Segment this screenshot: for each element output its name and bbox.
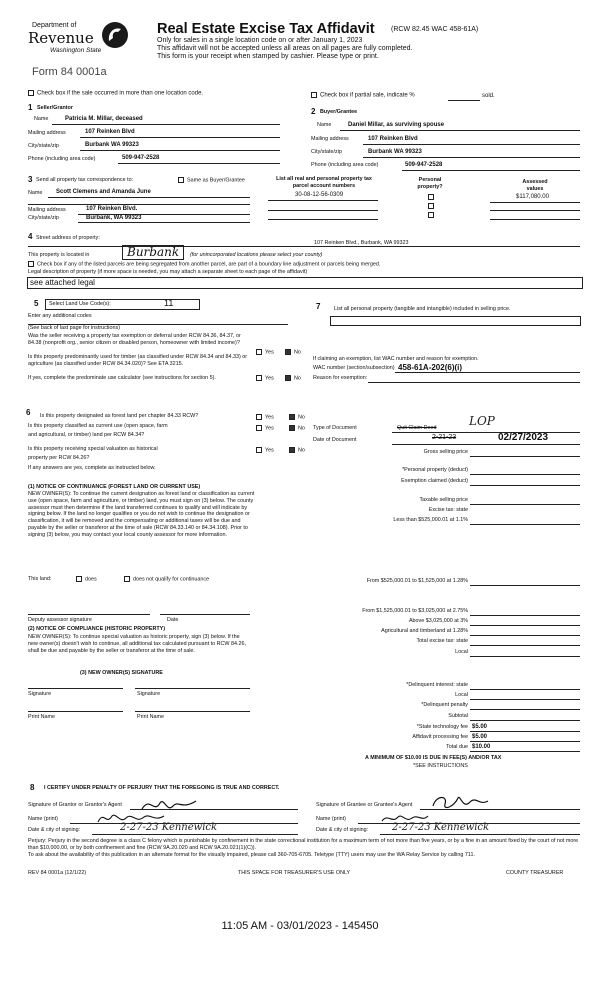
grantee-signature-label: Signature of Grantee or Grantee's Agent [316,802,413,808]
subtotal-label: Subtotal [448,713,468,719]
historic-no-option[interactable]: No [289,447,305,454]
wac-label: WAC number (section/subsection) [313,365,395,371]
grantor-date-line[interactable] [92,834,298,835]
section-5-question-2: Is this property predominantly used for timber (as classified under RCW 84.34 and 84.33) or agriculture (as classified under RCW 84.34.020)? See ETA 3215. [28,354,248,367]
personal-header-2: property? [417,184,443,190]
deputy-signature-label: Deputy assessor signature [28,617,92,623]
buyer-name-label: Name [317,122,332,128]
personal-property-input[interactable] [330,316,581,326]
new-owner-signature-label-1: Signature [28,691,52,697]
seller-name-field[interactable]: Patricia M. Millar, deceased [65,116,143,122]
personal-property-checkbox-2[interactable] [428,203,434,209]
document-date-label: Date of Document [313,437,357,443]
tech-fee-label: *State technology fee [416,724,468,730]
current-use-no-option[interactable]: No [289,425,305,432]
section-6-instruction: If any answers are yes, complete as instructed below. [28,465,156,471]
tier-3-input[interactable] [470,615,580,616]
section-6-question-3b: property per RCW 84.26? [28,455,90,461]
checkbox-icon [311,92,317,98]
parcel-number-field[interactable]: 30-08-12-56-0309 [295,192,344,198]
checkbox-icon [28,261,34,267]
section-1-number: 1 [28,103,33,112]
grantor-date-handwritten: 2-27-23 Kennewick [120,822,218,833]
form-number: Form 84 0001a [32,66,107,78]
see-back-note: (See back of last page for instructions) [28,325,120,331]
grantor-date-label: Date & city of signing: [28,827,81,833]
processing-fee-label: Affidavit processing fee [412,734,468,740]
notice-1-body: NEW OWNER(S): To continue the current designation as forest land or classification as current use (open space, farm and agriculture, or timber) land, you must sign on (3) below. The county assessor must then determine if the land transferred continues to qualify and will indicate by signing below. If the land no longer qualifies or you do not wish to continue the designation or classification, it will be removed and the compensating or additional taxes will be due and payable by the seller or transferor at the time of sale (RCW 84.33.140 or 84.34.108). Prior to signing (3) below, you may contact your local county assessor for more information. [28,491,255,538]
seller-city-field[interactable]: Burbank WA 99323 [85,142,139,148]
tier-2-label: From $525,000.01 to $1,525,000 at 1.28% [366,578,468,584]
revision-number: REV 84 0001a (12/1/22) [28,870,87,876]
historic-yes-option[interactable]: Yes [256,447,274,454]
reason-input[interactable] [368,382,580,383]
document-type-field[interactable]: Quit Claim Deed [397,425,437,431]
buyer-phone-label: Phone (including area code) [311,162,379,168]
personal-property-label: List all personal property (tangible and intangible) included in selling price. [334,306,511,312]
header-note-1: Only for sales in a single location code on or after January 1, 2023 [157,37,363,44]
grantee-date-handwritten: 2-27-23 Kennewick [392,822,490,833]
delinquent-interest-state-label: *Delinquent interest: state [406,682,468,688]
notice-2-title: (2) NOTICE OF COMPLIANCE (HISTORIC PROPERTY) [28,626,166,632]
seller-phone-label: Phone (including area code) [28,156,96,162]
buyer-mailing-field[interactable]: 107 Reinken Blvd [368,136,418,142]
delinquent-interest-local-label: Local [455,692,468,698]
processing-fee-value: $5.00 [472,734,488,740]
tier-3-label: From $1,525,000.01 to $3,025,000 at 2.75% [362,608,468,614]
tier-1-input[interactable] [470,524,580,525]
county-treasurer-label: COUNTY TREASURER [506,870,564,876]
taxable-selling-price-label: Taxable selling price [419,497,468,503]
total-excise-state-input[interactable] [470,645,580,646]
personal-property-checkbox-3[interactable] [428,212,434,218]
parcel-header-1: List all real and personal property tax [276,176,372,182]
exemption-deduct-label: Exemption claimed (deduct) [401,478,468,484]
land-use-label: Select Land Use Code(s): [49,301,111,307]
partial-sale-check[interactable]: Check box if partial sale, indicate % [311,92,415,100]
section-4-number: 4 [28,232,33,241]
document-type-handwritten-note: LOP [469,414,495,428]
current-use-yes-option[interactable]: Yes [256,425,274,432]
checkbox-icon [178,177,184,183]
legal-description-label: Legal description of property (if more space is needed, you may attach a separate sheet to each page of the affidavit) [28,269,308,275]
personal-property-deduct-label: *Personal property (deduct) [402,467,468,473]
tier-4-input[interactable] [470,625,580,626]
dept-line1: Department of [32,22,77,29]
personal-header-1: Personal [418,177,442,183]
header-note-3: This form is your receipt when stamped by cashier. Please type or print. [157,53,379,60]
receipt-stamp: 11:05 AM - 03/01/2023 - 145450 [221,920,379,932]
tier-4-label: Above $3,025,000 at 3% [408,618,468,624]
grantee-date-label: Date & city of signing: [316,827,369,833]
new-owner-signature-label-2: Signature [137,691,161,697]
buyer-heading: Buyer/Grantee [320,109,358,115]
partial-sale-suffix: sold. [482,93,495,99]
q1-no-option[interactable]: No [285,349,301,356]
located-note: (for unincorporated locations please select your county) [190,252,323,258]
total-due-value: $10.00 [472,744,491,750]
delinquent-penalty-input[interactable] [470,709,580,710]
section-5-question-3: If yes, complete the predominate use calculator (see instructions for section 5). [28,375,216,381]
dept-line3: Washington State [50,47,102,54]
total-due-label: Total due [446,744,468,750]
q2-yes-option[interactable]: Yes [256,375,274,382]
dept-line2: Revenue [28,29,94,47]
exemption-label: If claiming an exemption, list WAC number and reason for exemption. [313,356,479,362]
exemption-deduct-input[interactable] [470,485,580,486]
dor-logo-mark [100,20,130,50]
grantee-signature-icon [430,792,490,814]
perjury-notice: Perjury: Perjury in the second degree is a class C felony which is punishable by confinement in the state correctional institution for a maximum term of not more than five years, or by a fine in an amount fixed by the court of not more than $10,000.00, or by both confinement and fine (RCW 9A.20.020 and RCW 9A.20.021(1)(C)). [28,838,579,851]
forest-yes-option[interactable]: Yes [256,414,274,421]
new-owner-print-name-1: Print Name [28,714,55,720]
rcw-reference: (RCW 82.45 WAC 458-61A) [391,26,479,33]
land-does-option[interactable]: does [76,576,97,583]
this-land-label: This land: [28,576,52,582]
notice-3-title: (3) NEW OWNER(S) SIGNATURE [80,670,163,676]
q1-yes-option[interactable]: Yes [256,349,274,356]
see-instructions-note: *SEE INSTRUCTIONS [413,763,468,769]
tech-fee-value: $5.00 [472,724,488,730]
seller-name-label: Name [34,116,49,122]
corr-city-field[interactable]: Burbank, WA 99323 [86,215,142,221]
multi-location-check[interactable]: Check box if the sale occurred in more than one location code. [28,90,203,98]
seller-heading: Seller/Grantor [37,105,73,111]
treasurer-space-note: THIS SPACE FOR TREASURER'S USE ONLY [238,870,351,876]
grantee-date-line[interactable] [380,834,580,835]
personal-property-checkbox-1[interactable] [428,194,434,200]
seller-mailing-field[interactable]: 107 Reinken Blvd [85,129,135,135]
tier-2-input[interactable] [470,585,580,586]
corr-name-field[interactable]: Scott Clemens and Amanda June [56,189,151,195]
corr-name-label: Name [28,190,43,196]
form-title: Real Estate Excise Tax Affidavit [157,21,375,37]
delinquent-penalty-label: *Delinquent penalty [421,702,468,708]
legal-description-field[interactable]: see attached legal [27,277,583,289]
grantor-signature-label: Signature of Grantor or Grantor's Agent [28,802,122,808]
land-use-select[interactable] [45,299,200,310]
minimum-fee-note: A MINIMUM OF $10.00 IS DUE IN FEE(S) AND/OR TAX [365,755,502,761]
personal-property-deduct-input[interactable] [470,474,580,475]
assessed-header-2: values [526,186,544,192]
section-5-question-1: Was the seller receiving a property tax exemption or deferral under RCW 84.36, 84.37, or 84.38 (nonprofit org., senior citizen or disabled person, homeowner with limited income)? [28,333,241,346]
grantor-name-label: Name (print) [28,816,58,822]
section-6-question-1: Is this property designated as forest land per chapter 84.33 RCW? [40,413,199,419]
segregated-check[interactable]: Check box if any of the listed parcels are being segregated from another parcel, are part of a boundary line adjustment or parcels being merged. [28,261,380,268]
buyer-phone-field[interactable]: 509-947-2528 [405,162,443,168]
buyer-city-field[interactable]: Burbank WA 99323 [368,149,422,155]
q2-no-option[interactable]: No [285,375,301,382]
buyer-city-label: City/state/zip [311,149,342,155]
deputy-date-label: Date [167,617,179,623]
total-excise-state-label: Total excise tax: state [416,638,468,644]
street-address-field[interactable]: 107 Reinken Blvd., Burbank, WA 99323 [314,240,409,246]
seller-mailing-label: Mailing address [28,130,66,136]
grantee-name-label: Name (print) [316,816,346,822]
section-8-number: 8 [30,783,35,792]
wac-number-field[interactable]: 458-61A-202(6)(i) [398,363,463,372]
land-does-not-option[interactable]: does not qualify for continuance [124,576,209,583]
gross-selling-price-input[interactable] [470,456,580,457]
buyer-name-field[interactable]: Daniel Millar, as surviving spouse [348,122,445,128]
tier-5-input[interactable] [470,635,580,636]
corr-city-label: City/state/zip [28,215,59,221]
seller-phone-field[interactable]: 509-947-2528 [122,155,160,161]
delinquent-interest-local-input[interactable] [470,699,580,700]
excise-tax-state-label: Excise tax: state [428,507,468,513]
certify-statement: I CERTIFY UNDER PENALTY OF PERJURY THAT THE FOREGOING IS TRUE AND CORRECT. [44,785,280,791]
subtotal-input[interactable] [470,720,580,721]
same-as-buyer-check[interactable]: Same as Buyer/Grantee [178,177,245,184]
land-use-value: 11 [164,298,174,308]
corr-mailing-label: Mailing address [28,207,66,213]
document-date-struck: 2-21-23 [432,434,457,441]
located-in-label: This property is located in [28,252,90,258]
section-7-number: 7 [316,302,321,311]
buyer-mailing-label: Mailing address [311,136,349,142]
section-3-number: 3 [28,175,33,184]
location-select[interactable]: Burbank [122,245,184,260]
tier-1-label: Less than $525,000.01 at 1.1% [393,517,468,523]
section-2-number: 2 [311,107,316,116]
checkbox-icon [28,90,34,96]
section-5-number: 5 [34,299,39,308]
tier-5-label: Agricultural and timberland at 1.28% [381,628,468,634]
dor-logo [28,18,133,62]
partial-sale-percent-input[interactable] [448,100,480,101]
assessed-header-1: Assessed [522,179,548,185]
document-date-field[interactable]: 02/27/2023 [498,432,549,443]
notice-1-title: (1) NOTICE OF CONTINUANCE (FOREST LAND OR CURRENT USE) [28,484,201,490]
header-note-2: This affidavit will not be accepted unless all areas on all pages are fully completed. [157,45,413,52]
correspondence-label: Send all property tax correspondence to: [36,177,134,183]
additional-codes-label: Enter any additional codes [28,313,92,319]
local-tax-label: Local [455,649,468,655]
street-address-label: Street address of property: [36,235,100,241]
section-6-question-2a: Is this property classified as current use (open space, farm [28,423,168,429]
gross-selling-price-label: Gross selling price [423,449,468,455]
corr-mailing-field[interactable]: 107 Reinken Blvd. [86,206,138,212]
section-6-number: 6 [26,408,31,417]
assessed-value-field[interactable]: $117,080.00 [516,194,549,200]
alternate-format-notice: To ask about the availability of this publication in an alternate format for the visually impaired, please call 360-705-6705. Teletype (TTY) users may use the WA Relay Service by calling 711. [28,852,475,858]
section-6-question-3a: Is this property receiving special valuation as historical [28,446,158,452]
local-tax-input[interactable] [470,656,580,657]
parcel-header-2: parcel account numbers [292,183,356,189]
new-owner-print-name-2: Print Name [137,714,164,720]
forest-no-option[interactable]: No [289,414,305,421]
delinquent-interest-state-input[interactable] [470,689,580,690]
document-type-label: Type of Document [313,425,357,431]
seller-city-label: City/state/zip [28,143,59,149]
section-6-question-2b: and agricultural, or timber) land per RCW 84.34? [28,432,145,438]
reason-label: Reason for exemption: [313,375,368,381]
notice-2-body: NEW OWNER(S): To continue special valuation as historic property, sign (3) below. If the new owner(s) doesn't wish to continue, all additional tax calculated pursuant to RCW 84.26, shall be due and payable by the seller or transferor at the time of sale. [28,634,246,654]
taxable-selling-price-input[interactable] [470,504,580,505]
